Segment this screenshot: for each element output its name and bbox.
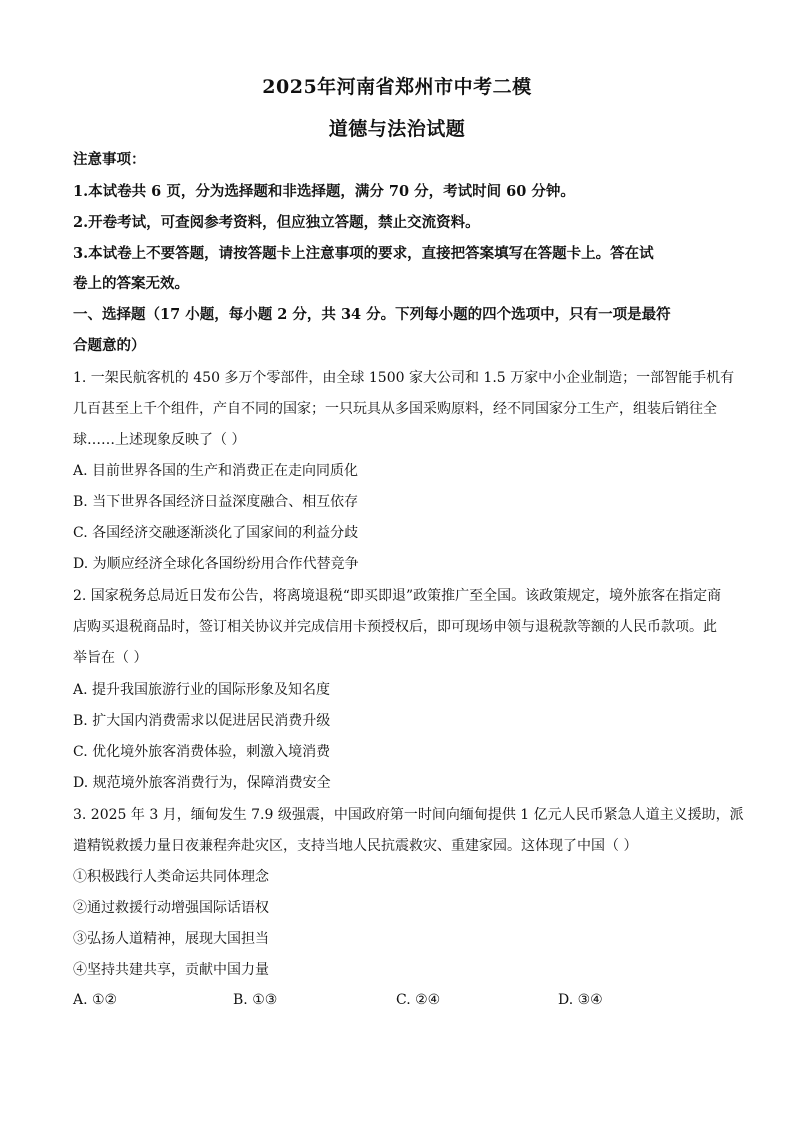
question-1-option-c: C. 各国经济交融逐渐淡化了国家间的利益分歧 <box>73 525 359 541</box>
exam-subject: 道德与法治试题 <box>328 118 466 140</box>
question-1-option-a: A. 目前世界各国的生产和消费正在走向同质化 <box>73 463 359 479</box>
question-3-option-d: D. ③④ <box>558 992 603 1008</box>
question-3-statement-3: ③弘扬人道精神，展现大国担当 <box>73 931 269 947</box>
question-3-option-c: C. ②④ <box>396 992 441 1008</box>
question-2-option-c: C. 优化境外旅客消费体验，刺激入境消费 <box>73 744 331 760</box>
note-item-3-line-2: 卷上的答案无效。 <box>73 275 189 292</box>
note-item-3-line-1: 3.本试卷上不要答题，请按答题卡上注意事项的要求，直接把答案填写在答题卡上。答在试 <box>73 245 654 262</box>
question-3-statement-1: ①积极践行人类命运共同体理念 <box>73 869 269 885</box>
question-2-stem-line-1: 2. 国家税务总局近日发布公告，将离境退税“即买即退”政策推广至全国。该政策规定，境外旅客在指定商 <box>73 588 722 604</box>
question-3-statement-4: ④坚持共建共享，贡献中国力量 <box>73 962 269 978</box>
question-1-stem-line-3: 球……上述现象反映了（ ） <box>73 432 246 448</box>
question-3-statement-2: ②通过救援行动增强国际话语权 <box>73 900 269 916</box>
section-heading-line-2: 合题意的） <box>73 337 146 354</box>
question-1-stem-line-1: 1. 一架民航客机的 450 多万个零部件，由全球 1500 家大公司和 1.5 万家中小企业制造；一部智能手机有 <box>73 370 735 386</box>
question-3-stem-line-1: 3. 2025 年 3 月，缅甸发生 7.9 级强震，中国政府第一时间向缅甸提供 1 亿元人民币紧急人道主义援助，派 <box>73 807 744 823</box>
question-1-option-b: B. 当下世界各国经济日益深度融合、相互依存 <box>73 494 359 510</box>
question-2-stem-line-3: 举旨在（ ） <box>73 650 148 666</box>
question-2-option-a: A. 提升我国旅游行业的国际形象及知名度 <box>73 682 331 698</box>
question-1-stem-line-2: 几百甚至上千个组件，产自不同的国家；一只玩具从多国采购原料，经不同国家分工生产，组装后销往全 <box>73 401 717 417</box>
exam-title: 2025年河南省郑州市中考二模 <box>262 76 532 98</box>
notes-heading: 注意事项： <box>73 151 146 168</box>
question-3-option-b: B. ①③ <box>233 992 278 1008</box>
question-2-option-b: B. 扩大国内消费需求以促进居民消费升级 <box>73 713 331 729</box>
question-2-stem-line-2: 店购买退税商品时，签订相关协议并完成信用卡预授权后，即可现场申领与退税款等额的人民币款项。此 <box>73 619 717 635</box>
note-item-1: 1.本试卷共 6 页，分为选择题和非选择题，满分 70 分，考试时间 60 分钟。 <box>73 183 575 200</box>
question-3-stem-line-2: 遣精锐救援力量日夜兼程奔赴灾区，支持当地人民抗震救灾、重建家园。这体现了中国（ ） <box>73 838 638 854</box>
question-2-option-d: D. 规范境外旅客消费行为，保障消费安全 <box>73 775 331 791</box>
note-item-2: 2.开卷考试，可查阅参考资料，但应独立答题，禁止交流资料。 <box>73 214 480 231</box>
section-heading-line-1: 一、选择题（17 小题，每小题 2 分，共 34 分。下列每小题的四个选项中，只有一项是最符 <box>73 306 671 323</box>
question-3-option-a: A. ①② <box>73 992 118 1008</box>
question-1-option-d: D. 为顺应经济全球化各国纷纷用合作代替竞争 <box>73 556 359 572</box>
